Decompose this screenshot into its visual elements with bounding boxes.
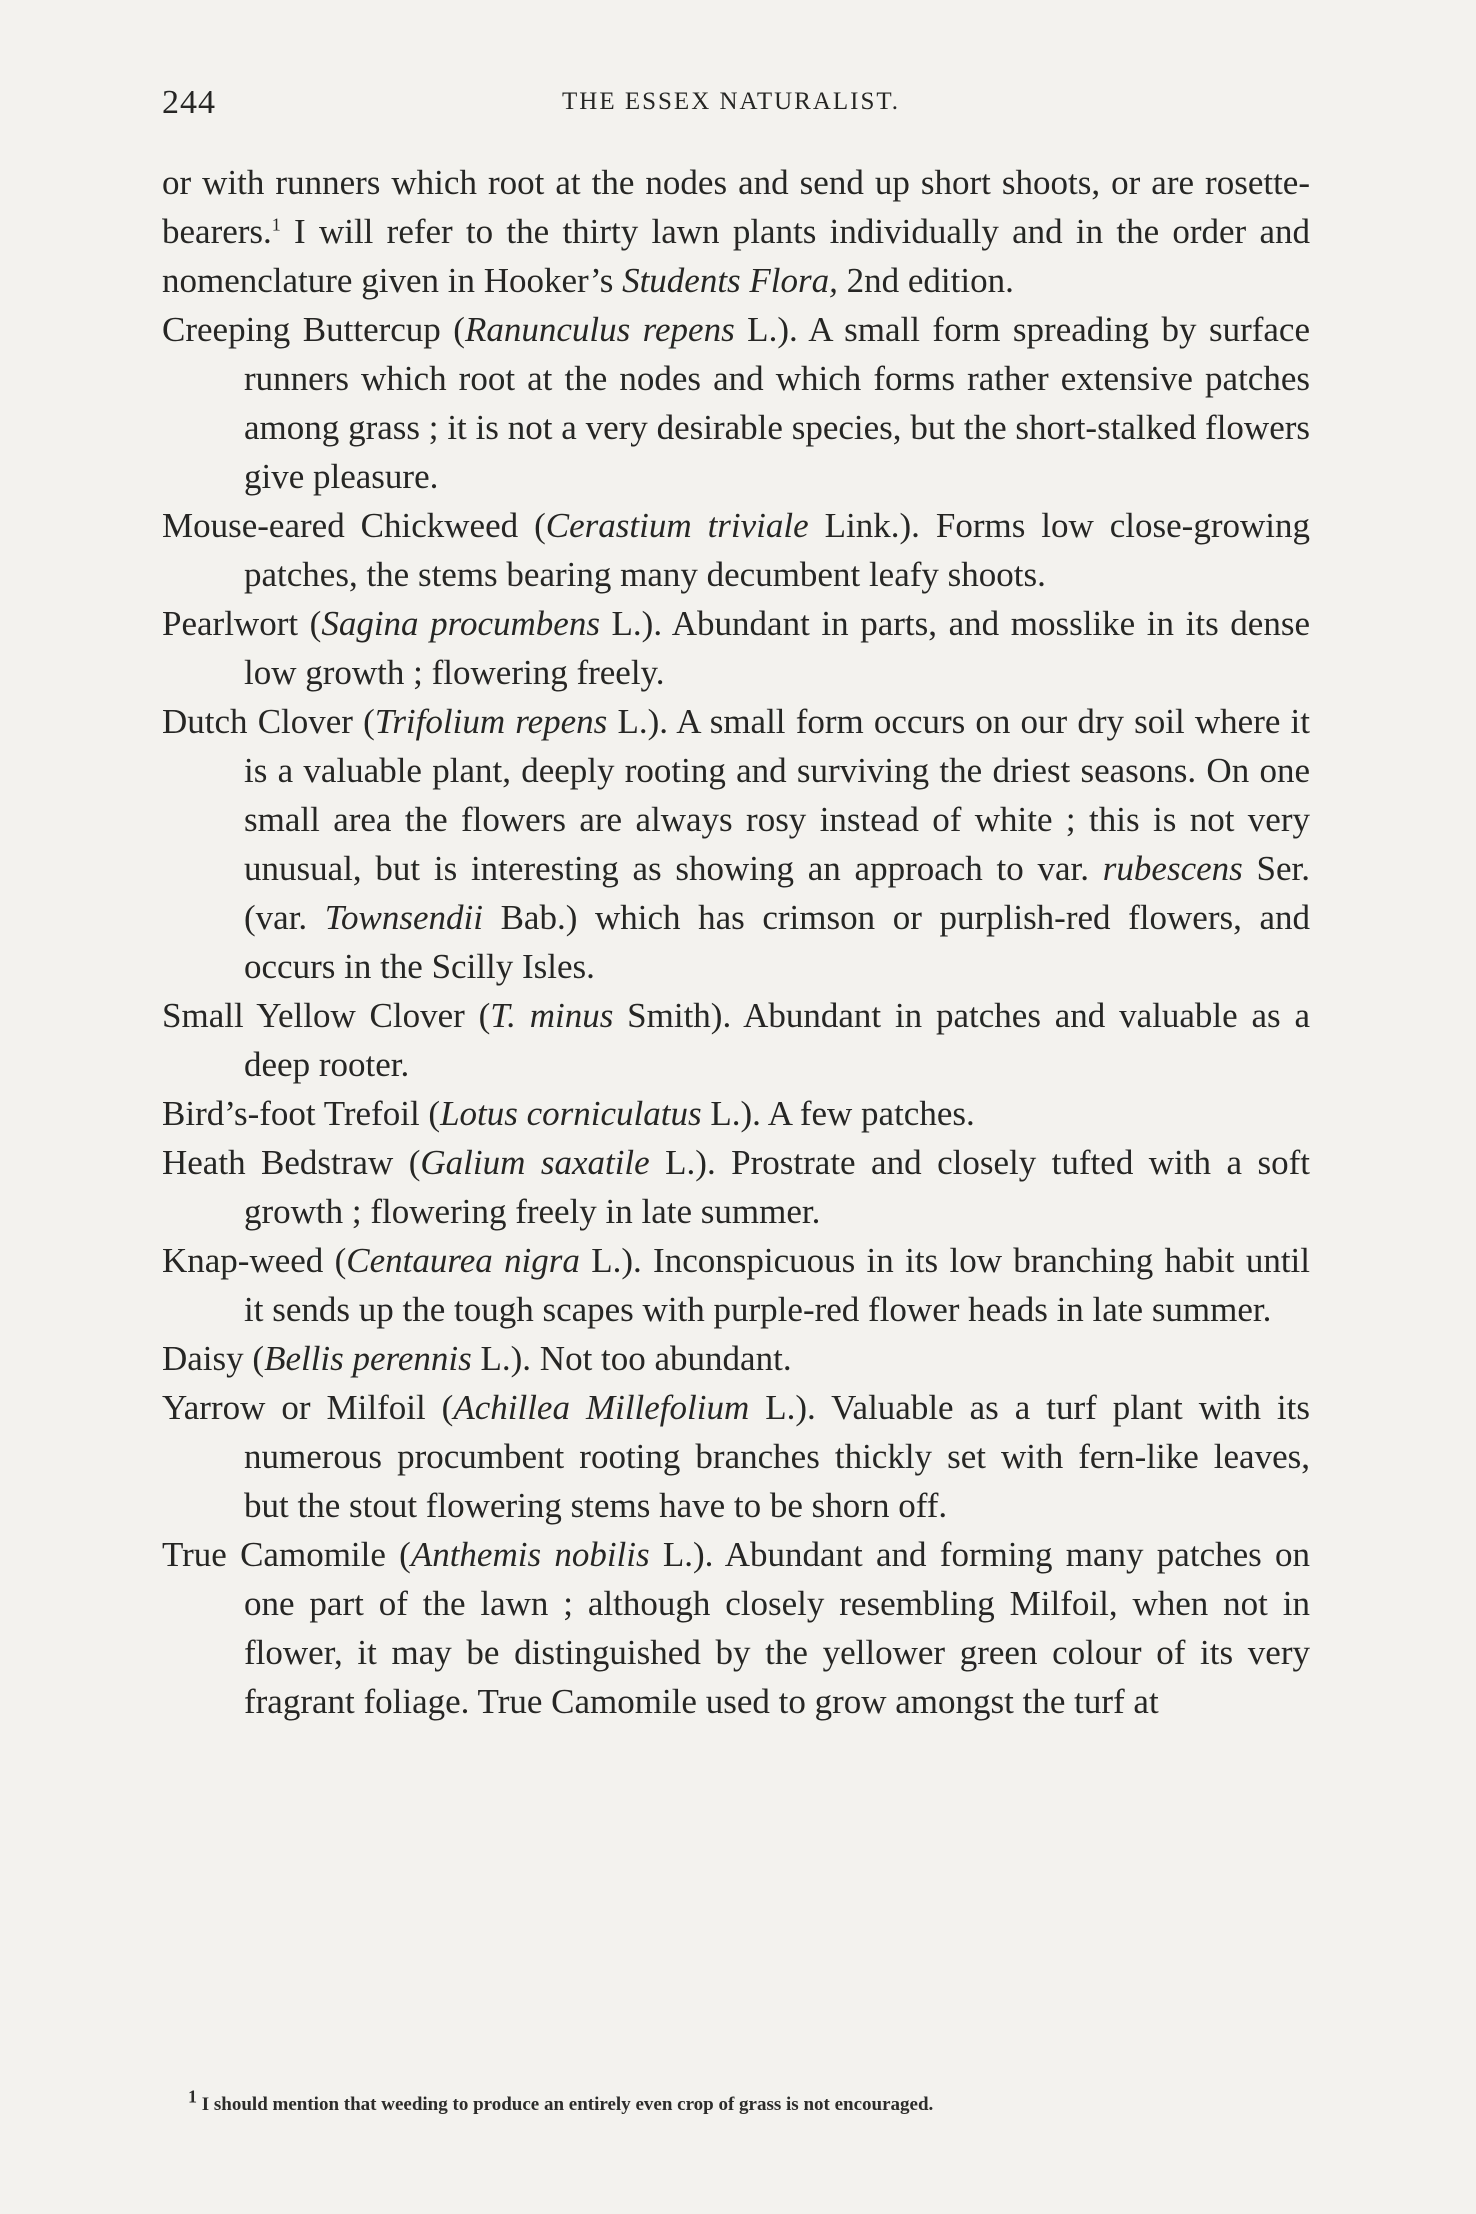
plant-entry-pearlwort (162, 599, 1310, 697)
common-name: Daisy ( (162, 1339, 265, 1378)
latin-name: rubescens (1102, 849, 1243, 888)
plant-entry-daisy (162, 1334, 1310, 1383)
latin-name: Anthemis nobilis (410, 1535, 650, 1574)
footnote (188, 2086, 1328, 2118)
plant-entry-knap-weed (162, 1236, 1310, 1334)
entry-description: L.). A small form spreading by surface runners which root at the nodes and which forms rather extensive patches among grass ; it is not a very desirable species, but the short-stalked flowers give pleasure. (244, 310, 1310, 496)
footnote-text: I should mention that weeding to produce an entirely even crop of grass is not encouraged. (197, 2094, 934, 2115)
page-number: 244 (162, 84, 216, 121)
latin-name: Sagina procumbens (321, 604, 600, 643)
entry-description: L.). Valuable as a turf plant with its numerous procumbent rooting branches thickly set with fern-like leaves, but the stout flowering stems have to be shorn off. (244, 1388, 1310, 1525)
latin-name: Trifolium repens (374, 702, 608, 741)
latin-name: T. minus (490, 996, 614, 1035)
plant-entry-true-camomile (162, 1530, 1310, 1726)
latin-name: Bellis perennis (264, 1339, 472, 1378)
common-name: Yarrow or Milfoil ( (162, 1388, 454, 1427)
entry-description: Smith). Abundant in patches and valuable as a deep rooter. (244, 996, 1310, 1084)
common-name: Heath Bedstraw ( (162, 1143, 421, 1182)
common-name: Bird’s-foot Trefoil ( (162, 1094, 441, 1133)
plant-entry-birds-foot-trefoil (162, 1089, 1310, 1138)
book-title: Students Flora, (622, 261, 838, 300)
common-name: Dutch Clover ( (162, 702, 375, 741)
plant-entry-yarrow (162, 1383, 1310, 1530)
entry-description: L.). A small form occurs on our dry soil where it is a valuable plant, deeply rooting and surviving the driest seasons. On one small area the flowers are always rosy instead of white ; this is not very unusual, but is interesting as showing an approach to var. (244, 702, 1311, 888)
entry-description: Link.). Forms low close-growing patches, the stems bearing many decumbent leafy shoots. (244, 506, 1310, 594)
plant-entry-heath-bedstraw (162, 1138, 1310, 1236)
plant-entry-mouse-eared-chickweed (162, 501, 1310, 599)
entry-description: L.). Prostrate and closely tufted with a soft growth ; flowering freely in late summer. (244, 1143, 1310, 1231)
page-header (162, 84, 1308, 124)
plant-entry-creeping-buttercup (162, 305, 1310, 501)
common-name: Mouse-eared Chickweed ( (162, 506, 546, 545)
latin-name: Cerastium triviale (545, 506, 809, 545)
running-head: THE ESSEX NATURALIST. (562, 88, 901, 115)
plant-entry-small-yellow-clover (162, 991, 1310, 1089)
latin-name: Achillea Millefolium (453, 1388, 750, 1427)
intro-paragraph: or with runners which root at the nodes and send up short shoots, or are rosette-bearers.$^1$ I will refer to the thirty lawn plants individually and in the order and nomenclature given in Hooker’s Students Flora, 2nd edition. (162, 163, 1310, 300)
common-name: Creeping Buttercup ( (162, 310, 465, 349)
latin-name: Galium saxatile (420, 1143, 650, 1182)
common-name: Knap-weed ( (162, 1241, 347, 1280)
common-name: True Camomile ( (162, 1535, 411, 1574)
entry-description: L.). Abundant and forming many patches on one part of the lawn ; although closely resembling Milfoil, when not in flower, it may be distinguished by the yellower green colour of its very fragrant foliage. True Camomile used to grow amongst the turf at (244, 1535, 1311, 1721)
latin-name: Ranunculus repens (464, 310, 735, 349)
plant-entry-dutch-clover: Dutch Clover (Trifolium repens L.). A small form occurs on our dry soil where it is a valuable plant, deeply rooting and surviving the driest seasons. On one small area the flowers are always rosy instead of white ; this is not very unusual, but is interesting as showing an approach to var. rubescens Ser. (var. Townsendii Bab.) which has crimson or purplish-red flowers, and occurs in the Scilly Isles. (162, 702, 1311, 986)
latin-name: Lotus corniculatus (440, 1094, 702, 1133)
footnote-reference: 1 (271, 214, 281, 235)
common-name: Small Yellow Clover ( (162, 996, 491, 1035)
footnote-mark: 1 (188, 2086, 197, 2107)
common-name: Pearlwort ( (162, 604, 322, 643)
latin-name: Townsendii (324, 898, 483, 937)
entry-description: L.). A few patches. (701, 1094, 975, 1133)
body-text (162, 158, 1310, 1726)
entry-description: L.). Abundant in parts, and mosslike in its dense low growth ; flowering freely. (244, 604, 1310, 692)
entry-description: L.). Not too abundant. (471, 1339, 792, 1378)
entry-description: L.). Inconspicuous in its low branching habit until it sends up the tough scapes with purple-red flower heads in late summer. (244, 1241, 1311, 1329)
latin-name: Centaurea nigra (346, 1241, 580, 1280)
